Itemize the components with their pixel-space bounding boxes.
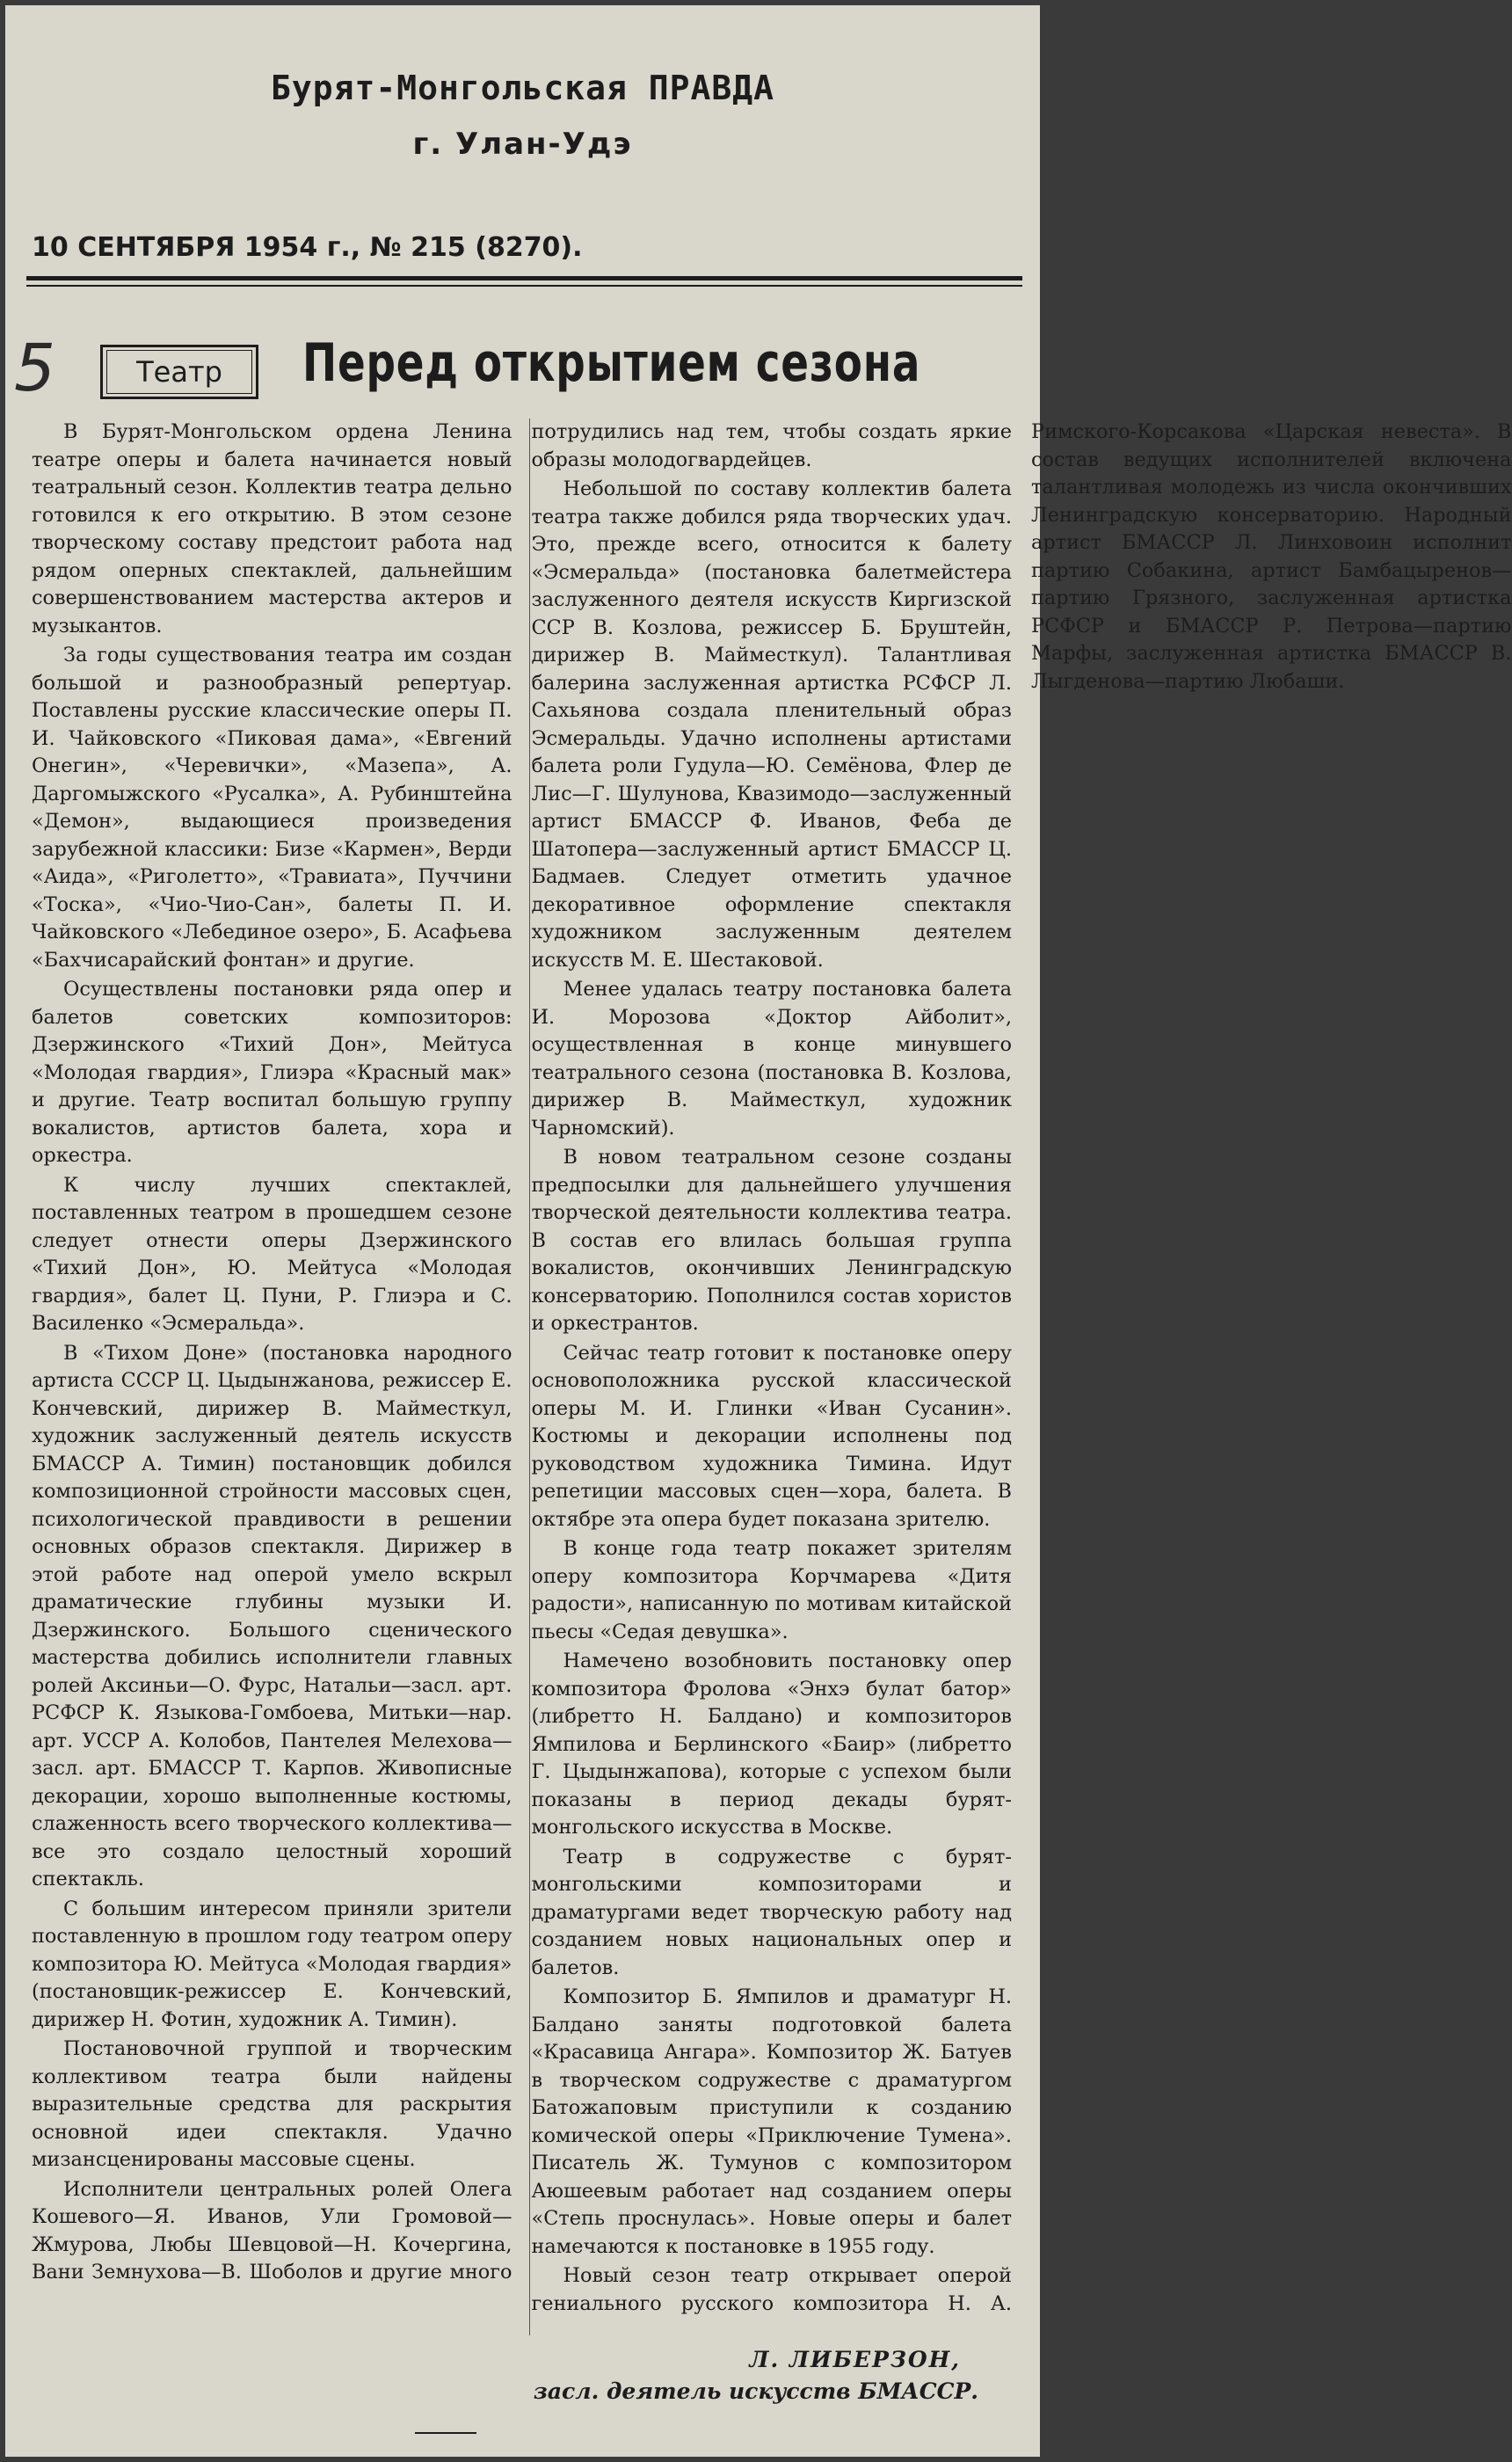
- article-paragraph: Театр в содружестве с бурят-монгольскими композиторами и драматургами ведет творческую работу над созданием новых национальных опер и балетов.: [531, 1845, 1012, 1979]
- article-paragraph: Сейчас театр готовит к постановке оперу основоположника русской классической оперы М. И. Глинки «Иван Сусанин». Костюмы и декорации исполнены под руководством художника Тимина. Идут репетиции массовых сцен—хора, балета. В октябре эта опера будет показана зрителю.: [531, 1341, 1012, 1531]
- article-paragraph: В новом театральном сезоне созданы предпосылки для дальнейшего улучшения творческой деятельности коллектива театра. В состав его влилась большая группа вокалистов, окончивших Ленинградскую консерваторию. Пополнился состав хористов и оркестрантов.: [531, 1146, 1012, 1335]
- masthead-city: г. Улан-Удэ: [412, 127, 633, 162]
- rubric-label: Театр: [106, 350, 252, 394]
- author-signature: [534, 2344, 978, 2407]
- article-paragraph: Постановочной группой и творческим коллективом театра были найдены выразительные средства для раскрытия основной идеи спектакля. Удачно мизансценированы массовые сцены.: [32, 2037, 512, 2171]
- rubric-box: [100, 345, 258, 399]
- article-paragraph: Осуществлены постановки ряда опер и балетов советских композиторов: Дзержинского «Тихий Дон», Мейтуса «Молодая гвардия», Глиэра «Красный мак» и другие. Театр воспитал большую группу вокалистов, артистов балета, хора и оркестра.: [32, 978, 512, 1167]
- article-paragraph: Менее удалась театру постановка балета И. Морозова «Доктор Айболит», осуществленная в конце минувшего театрального сезона (постановка В. Козлова, дирижер В. Майместкул, художник Чарномский).: [531, 978, 1012, 1140]
- issue-date-line: 10 СЕНТЯБРЯ 1954 г., № 215 (8270).: [32, 232, 583, 263]
- article-headline: Перед открытием сезона: [302, 332, 921, 394]
- end-rule: [415, 2432, 476, 2434]
- article-paragraph: В «Тихом Доне» (постановка народного артиста СССР Ц. Цыдынжанова, режиссер Е. Кончевский, дирижер В. Майместкул, художник заслуженный деятель искусств БМАССР А. Тимин) постановщик добился композиционной стройности массовых сцен, психологической правдивости в решении основных образов спектакля. Дирижер в этой работе над оперой умело вскрыл драматические глубины музыки И. Дзержинского. Большого сценического мастерства добились исполнители главных ролей Аксиньи—О. Фурс, Натальи—засл. арт. РСФСР К. Языкова-Гомбоева, Митьки—нар. арт. УССР А. Колобов, Пантелея Мелехова—засл. арт. БМАССР Т. Карпов. Живописные декорации, хорошо выполненные костюмы, слаженность всего творческого коллектива—все это создало целостный хороший спектакль.: [32, 1341, 512, 1890]
- newspaper-clipping: [5, 5, 1512, 2457]
- article-paragraph: Небольшой по составу коллектив балета театра также добился ряда творческих удач. Это, прежде всего, относится к балету «Эсмеральда» (постановка балетмейстера заслуженного деятеля искусств Киргизской ССР В. Козлова, режиссер Б. Бруштейн, дирижер В. Майместкул). Талантливая балерина заслуженная артистка РСФСР Л. Сахьянова создала пленительный образ Эсмеральды. Удачно исполнены артистами балета роли Гудула—Ю. Семёнова, Флер де Лис—Г. Шулунова, Квазимодо—заслуженный артист БМАССР Ф. Иванов, Феба де Шатопера—заслуженный артист БМАССР Ц. Бадмаев. Следует отметить удачное декоративное оформление спектакля художником заслуженным деятелем искусств М. Е. Шестаковой.: [531, 477, 1012, 972]
- article-paragraph: Исполнители центральных ролей Олега Кошевого—Я. Иванов, Ули Громовой—Жмурова, Любы Шевцовой—Н. Кочергина, Вани Земнухова—В. Шоболов и другие много потрудились над тем, чтобы создать яркие образы молодогвардейцев.: [32, 420, 1012, 2284]
- article-paragraph: В Бурят-Монгольском ордена Ленина театре оперы и балета начинается новый театральный сезон. Коллектив театра дельно готовился к его открытию. В этом сезоне творческому составу предстоит работа над рядом оперных спектаклей, дальнейшим совершенствованием мастерства актеров и музыкантов.: [32, 420, 512, 637]
- article-paragraph: С большим интересом приняли зрители поставленную в прошлом году театром оперу композитора Ю. Мейтуса «Молодая гвардия» (постановщик-режиссер Е. Кончевский, дирижер Н. Фотин, художник А. Тимин).: [32, 1897, 512, 2031]
- article-paragraph: В конце года театр покажет зрителям оперу композитора Корчмарева «Дитя радости», написанную по мотивам китайской пьесы «Седая девушка».: [531, 1537, 1012, 1643]
- article-paragraph: К числу лучших спектаклей, поставленных театром в прошедшем сезоне следует отнести оперы Дзержинского «Тихий Дон», Ю. Мейтуса «Молодая гвардия», балет Ц. Пуни, Р. Глиэра и С. Василенко «Эсмеральда».: [32, 1173, 512, 1335]
- article-body: [32, 419, 1512, 2335]
- header-rule-thin: [26, 285, 1022, 287]
- article-paragraph: Композитор Б. Ямпилов и драматург Н. Балдано заняты подготовкой балета «Красавица Ангара». Композитор Ж. Батуев в творческом содружестве с драматургом Батожаповым приступили к созданию комической оперы «Приключение Тумена». Писатель Ж. Тумунов с композитором Аюшеевым работает над созданием оперы «Степь проснулась». Новые оперы и балет намечаются к постановке в 1955 году.: [531, 1985, 1012, 2258]
- author-title: засл. деятель искусств БМАССР.: [533, 2378, 978, 2404]
- handwritten-page-mark: 5: [14, 331, 56, 406]
- author-name: Л. ЛИБЕРЗОН,: [749, 2347, 961, 2372]
- header-rule-thick: [26, 276, 1022, 280]
- article-paragraph: Намечено возобновить постановку опер композитора Фролова «Энхэ булат батор» (либретто Н. Балдано) и композиторов Ямпилова и Берлинского «Баир» (либретто Г. Цыдынжапова), которые с успехом были показаны в период декады бурят-монгольского искусства в Москве.: [531, 1650, 1012, 1839]
- article-paragraph: Новый сезон театр открывает оперой гениального русского композитора Н. А. Римского-Корсакова «Царская невеста». В состав ведущих исполнителей включена талантливая молодежь из числа окончивших Ленинградскую консерваторию. Народный артист БМАССР Л. Линховоин исполнит партию Собакина, артист Бамбацыренов—партию Грязного, заслуженная артистка РСФСР и БМАССР Р. Петрова—партию Марфы, заслуженная артистка БМАССР В. Лыгденова—партию Любаши.: [531, 420, 1512, 2315]
- masthead-title: Бурят-Монгольская ПРАВДА: [270, 69, 775, 107]
- article-paragraph: За годы существования театра им создан большой и разнообразный репертуар. Поставлены русские классические оперы П. И. Чайковского «Пиковая дама», «Евгений Онегин», «Черевички», «Мазепа», А. Даргомыжского «Русалка», А. Рубинштейна «Демон», выдающиеся произведения зарубежной классики: Бизе «Кармен», Верди «Аида», «Риголетто», «Травиата», Пуччини «Тоска», «Чио-Чио-Сан», балеты П. И. Чайковского «Лебединое озеро», Б. Асафьева «Бахчисарайский фонтан» и другие.: [32, 644, 512, 972]
